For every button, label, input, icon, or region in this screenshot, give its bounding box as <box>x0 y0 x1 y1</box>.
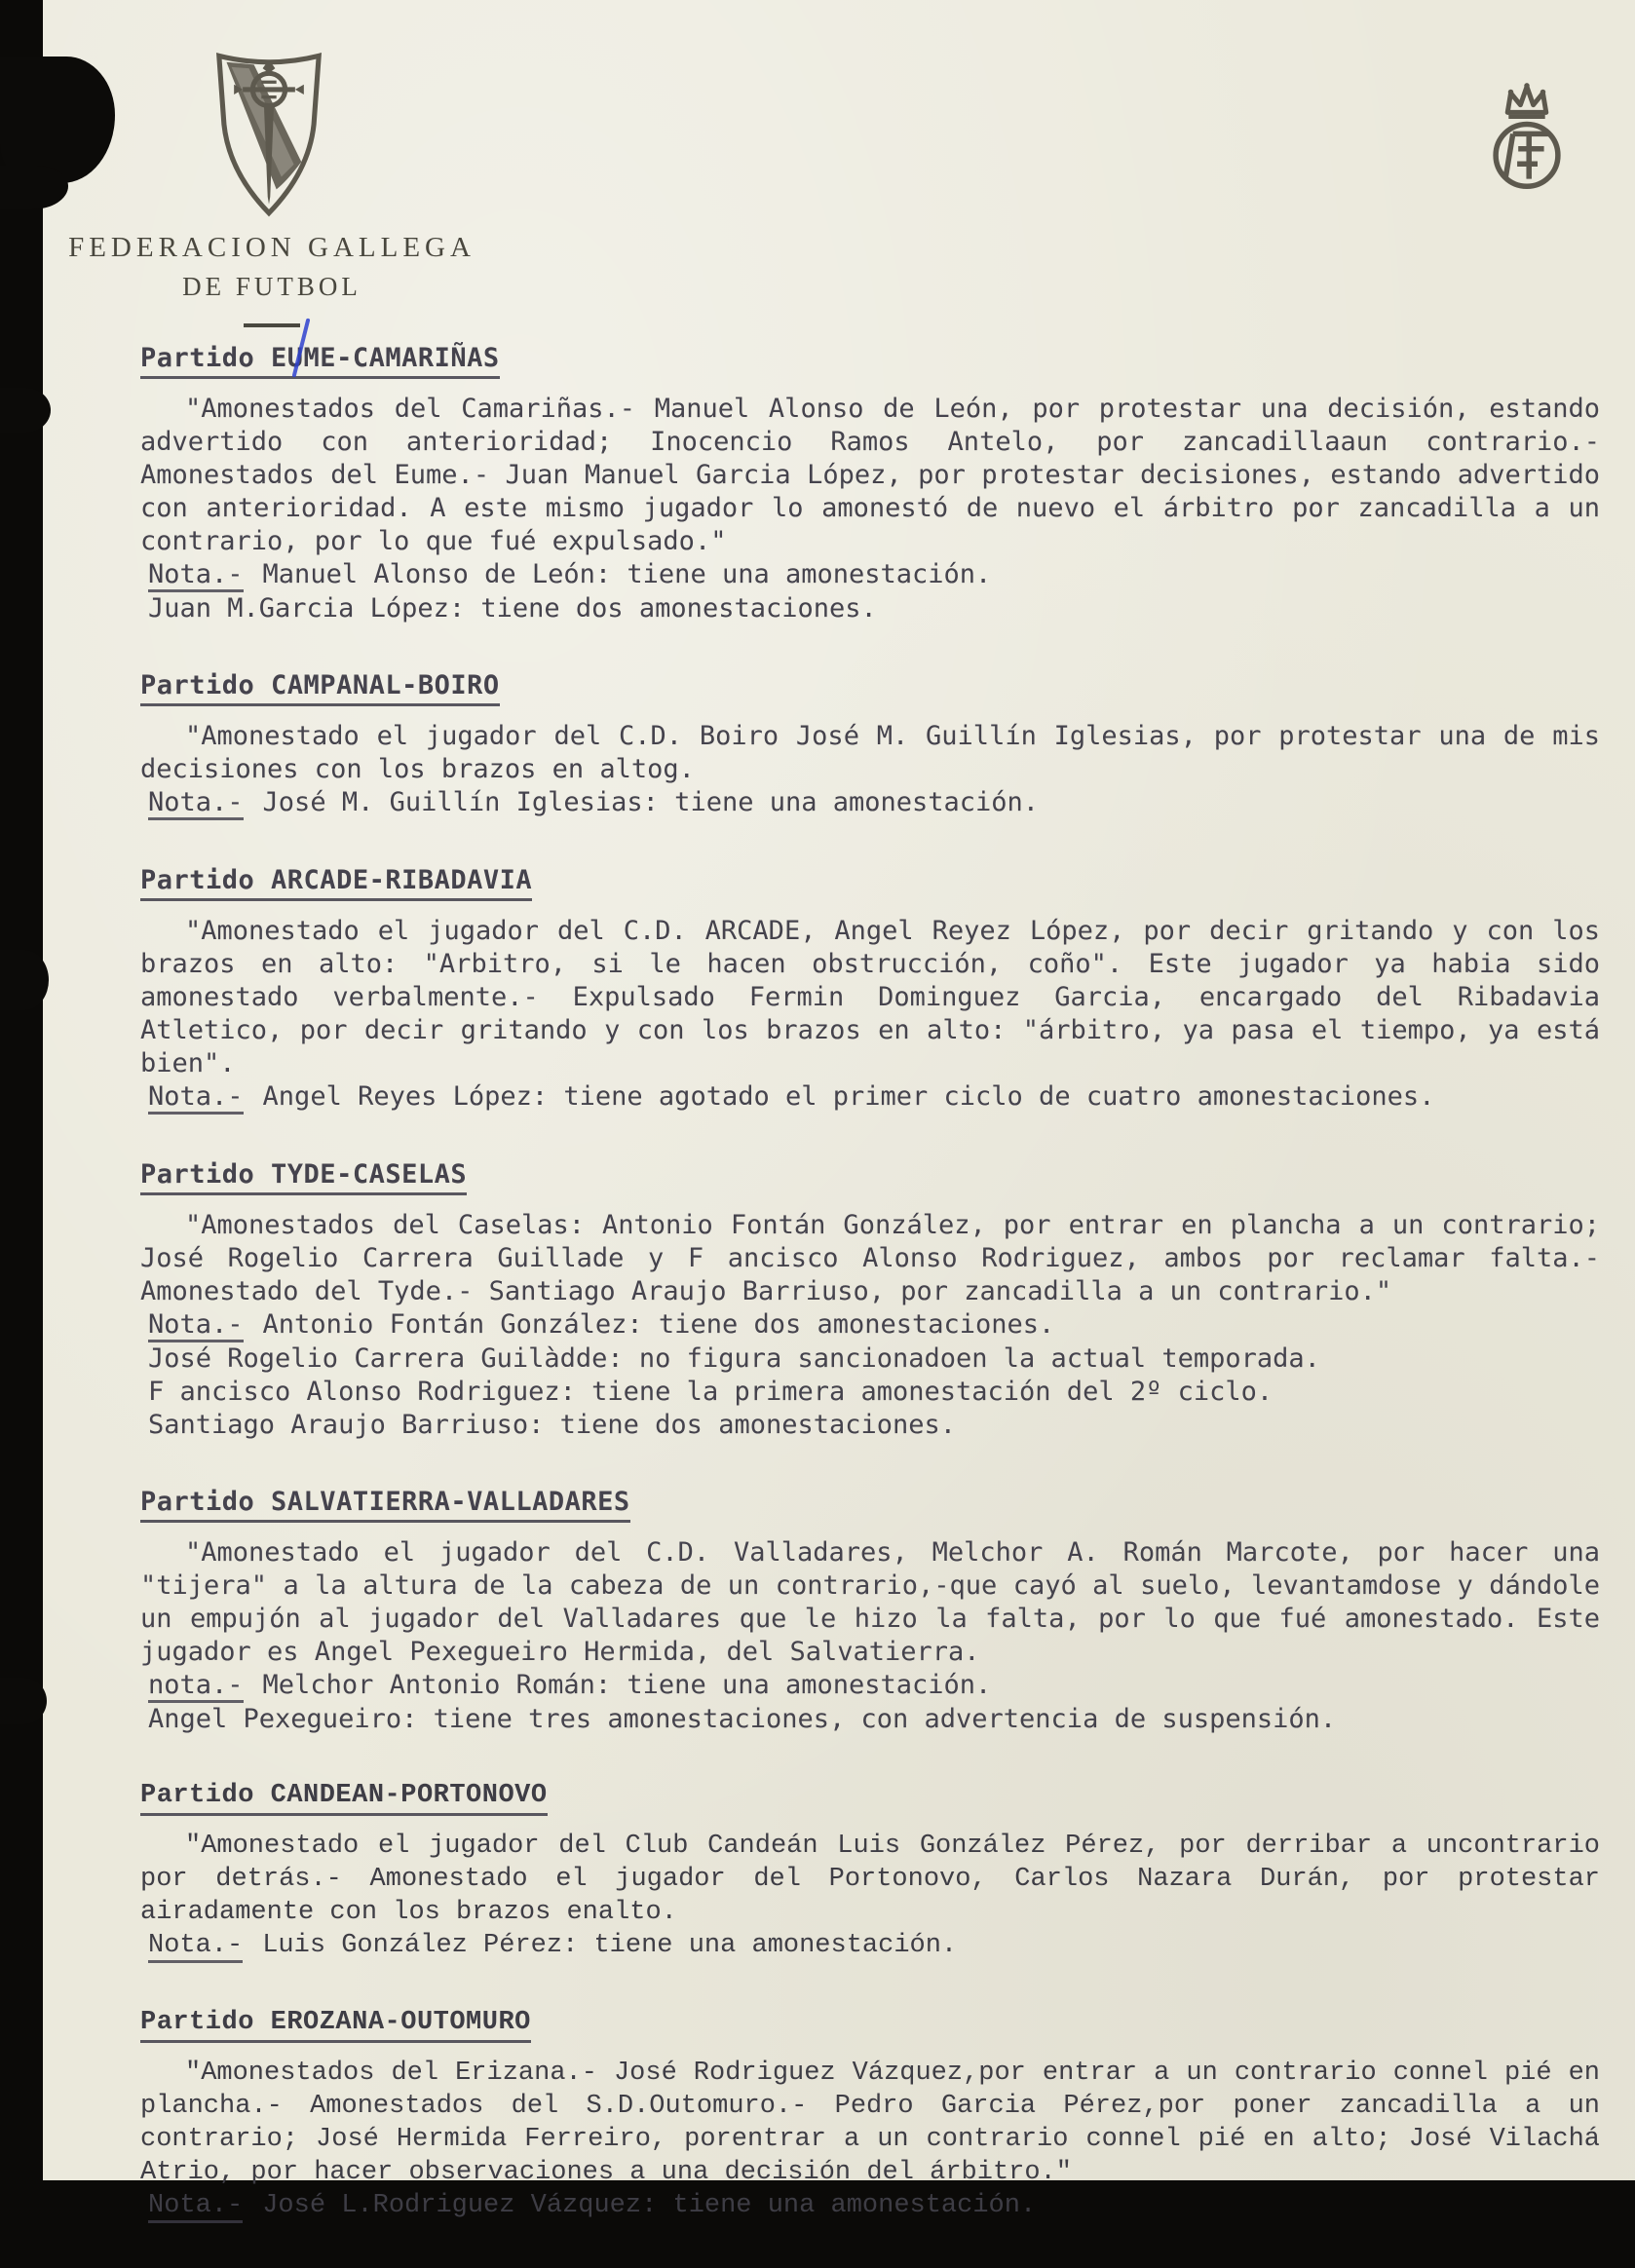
note-label: Nota.- <box>148 560 244 592</box>
note-label: Nota.- <box>148 1082 244 1115</box>
punch-hole <box>0 1678 47 1724</box>
section-title: Partido EUME-CAMARIÑAS <box>140 343 1600 379</box>
section-erozana-outomuro <box>140 2008 1600 2223</box>
note-text: Luis González Pérez: tiene una amonestación. <box>262 1931 958 1960</box>
section-body: "Amonestado el jugador del C.D. ARCADE, Angel Reyez López, por decir gritando y con los brazos en alto: "Arbitro, si le hacen obstrucción, coño". Este jugador ya habia sido amonestado verbalmente.- Expulsado Fermin Dominguez Garcia, encargado del Ribadavia Atletico, por decir gritando y con los brazos en alto: "árbitro, ya pasa el tiempo, ya está bien". <box>140 916 1600 1078</box>
header-rule <box>244 323 300 327</box>
note-text: José L.Rodriguez Vázquez: tiene una amonestación. <box>262 2191 1037 2220</box>
org-name-line1: FEDERACION GALLEGA <box>68 232 475 263</box>
section-title: Partido ARCADE-RIBADAVIA <box>140 865 1600 901</box>
note-line <box>140 2189 1600 2223</box>
section-title: Partido CANDEAN-PORTONOVO <box>140 1781 1600 1816</box>
note-text: José M. Guillín Iglesias: tiene una amonestación. <box>262 787 1040 817</box>
section-body: "Amonestados del Caselas: Antonio Fontán González, por entrar en plancha a un contrario; José Rogelio Carrera Guillade y F ancisco Alonso Rodriguez, ambos por reclamar falta.-Amonestado del Tyde.- Santiago Araujo Barriuso, por zancadilla a un contrario." <box>140 1210 1600 1306</box>
note-label: Nota.- <box>148 788 244 820</box>
typed-content <box>140 343 1600 2268</box>
note-line <box>140 1308 1600 1342</box>
section-title: Partido CAMPANAL-BOIRO <box>140 670 1600 706</box>
note-text: F ancisco Alonso Rodriguez: tiene la primera amonestación del 2º ciclo. <box>148 1377 1274 1407</box>
section-title: Partido SALVATIERRA-VALLADARES <box>140 1487 1600 1523</box>
section-body: "Amonestado el jugador del Club Candeán Luis González Pérez, por derribar a uncontrario por detrás.- Amonestado el jugador del Portonovo, Carlos Nazara Durán, por protestar airadamente con los brazos enalto. <box>140 1832 1600 1927</box>
note-label: Nota.- <box>148 2191 243 2223</box>
note-text: Melchor Antonio Román: tiene una amonestación. <box>262 1670 992 1700</box>
punch-hole-tear <box>0 57 115 183</box>
note-label: nota.- <box>148 1671 244 1703</box>
note-line <box>140 1376 1600 1409</box>
note-line <box>140 592 1600 625</box>
note-text: Santiago Araujo Barriuso: tiene dos amonestaciones. <box>148 1410 957 1440</box>
organization-name <box>62 232 481 327</box>
note-line <box>140 1080 1600 1115</box>
section-title: Partido EROZANA-OUTOMURO <box>140 2008 1600 2043</box>
org-name-line2: DE FUTBOL <box>182 272 361 301</box>
paper-sheet <box>43 0 1635 2220</box>
note-line <box>140 1703 1600 1736</box>
punch-hole <box>0 950 49 1010</box>
section-title: Partido TYDE-CASELAS <box>140 1159 1600 1195</box>
note-text: José Rogelio Carrera Guilàdde: no figura sancionadoen la actual temporada. <box>148 1343 1320 1374</box>
section-body: "Amonestado el jugador del C.D. Valladares, Melchor A. Román Marcote, por hacer una "tijera" a la altura de la cabeza de un contrario,-que cayó al suelo, levantamdose y dándole un empujón al jugador del Valladares que le hizo la falta, por lo que fué amonestado. Este jugador es Angel Pexegueiro Hermida, del Salvatierra. <box>140 1537 1600 1667</box>
note-text: Angel Reyes López: tiene agotado el primer ciclo de cuatro amonestaciones. <box>262 1081 1435 1112</box>
note-text: Juan M.Garcia López: tiene dos amonestaciones. <box>148 593 877 624</box>
section-salvatierra-valladares <box>140 1487 1600 1736</box>
section-tyde-caselas <box>140 1159 1600 1442</box>
section-body: "Amonestados del Erizana.- José Rodriguez Vázquez,por entrar a un contrario connel pié en plancha.- Amonestados del S.D.Outomuro.- Pedro Garcia Pérez,por poner zancadilla a un contrario; José Hermida Ferreiro, porentrar a un contrario connel pié en alto; José Vilachá Atrio, por hacer observaciones a una decisión del árbitro." <box>140 2059 1600 2187</box>
punch-hole <box>0 388 51 433</box>
note-line <box>140 558 1600 592</box>
note-line <box>140 1929 1600 1963</box>
fef-crown-icon <box>1473 76 1580 208</box>
note-line <box>140 1669 1600 1703</box>
section-body: "Amonestado el jugador del C.D. Boiro José M. Guillín Iglesias, por protestar una de mis decisiones con los brazos en altog. <box>140 721 1600 784</box>
note-line <box>140 786 1600 820</box>
note-label: Nota.- <box>148 1310 244 1342</box>
section-candean-portonovo <box>140 1781 1600 1963</box>
note-line <box>140 1342 1600 1376</box>
note-text: Angel Pexegueiro: tiene tres amonestaciones, con advertencia de suspensión. <box>148 1704 1337 1734</box>
section-body: "Amonestados del Camariñas.- Manuel Alonso de León, por protestar una decisión, estando advertido con anterioridad; Inocencio Ramos Antelo, por zancadillaaun contrario.- Amonestados del Eume.- Juan Manuel Garcia López, por protestar decisiones, estando advertido con anterioridad. A este mismo jugador lo amonestó de nuevo el árbitro por zancadilla a un contrario, por lo que fué expulsado." <box>140 394 1600 556</box>
section-eume-camarinas <box>140 343 1600 625</box>
federation-shield-icon <box>207 47 331 226</box>
section-campanal-boiro <box>140 670 1600 820</box>
note-label: Nota.- <box>148 1931 243 1963</box>
note-line <box>140 1409 1600 1442</box>
note-text: Manuel Alonso de León: tiene una amonestación. <box>262 559 992 589</box>
note-text: Antonio Fontán González: tiene dos amonestaciones. <box>262 1309 1055 1340</box>
section-arcade-ribadavia <box>140 865 1600 1115</box>
